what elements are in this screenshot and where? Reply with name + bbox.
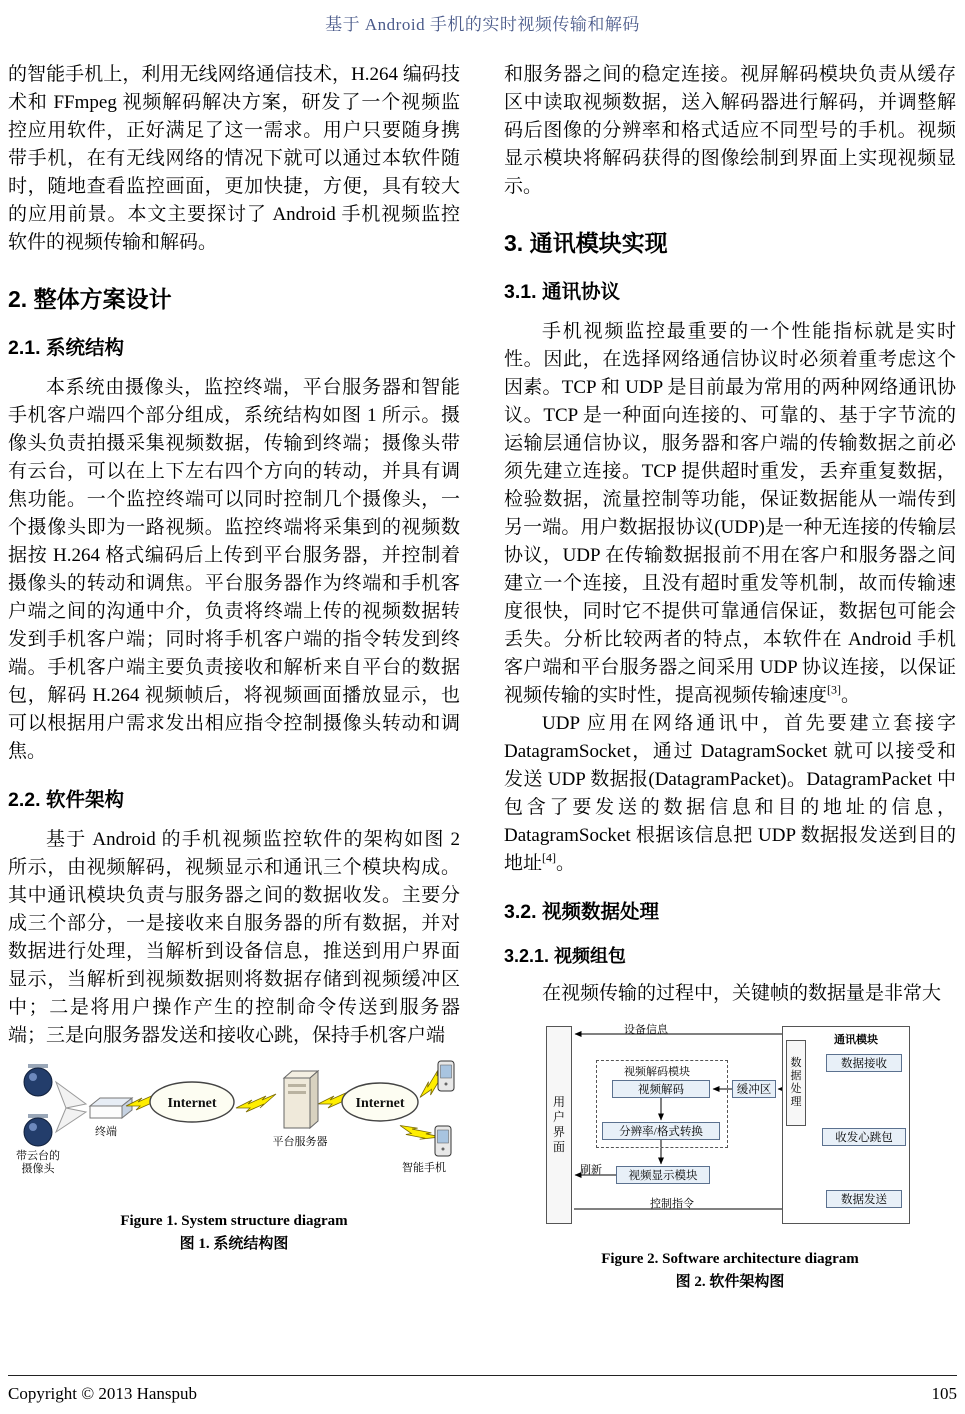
smartphone-label: 智能手机 xyxy=(402,1162,446,1174)
paragraph-intro: 的智能手机上，利用无线网络通信技术，H.264 编码技术和 FFmpeg 视频解码解决方案，研发了一个视频监控应用软件，正好满足了这一需求。用户只要随身携带手机，在有无线网络的情况下就可以通过本软件随时，随地查看监控画面，更加快捷，方便，具有较大的应用前景。本文主要探讨了 Android 手机视频监控软件的视频传输和解码。 xyxy=(8,64,460,253)
paragraph-system-structure: 本系统由摄像头，监控终端，平台服务器和智能手机客户端四个部分组成，系统结构如图 1 所示。摄像头负责拍摄采集视频数据，传输到终端；摄像头带有云台，可以在上下左右四个方向的转动，并具有调焦功能。一个监控终端可以同时控制几个摄像头，一个摄像头即为一路视频。监控终端将采集到的视频数据按 H.264 格式编码后上传到平台服务器，并控制着摄像头的转动和调焦。平台服务器作为终端和手机客户端之间的沟通中介，负责将终端上传的视频数据转发到手机客户端；同时将手机客户端的指令转发到终端。手机客户端主要负责接收和解析来自平台的数据包，解码 H.264 视频帧后，将视频画面播放显示，也可以根据用户需求发出相应指令控制摄像头转动和调焦。 xyxy=(8,377,460,762)
figure-2-caption-zh: 图 2. 软件架构图 xyxy=(675,1274,785,1290)
ptz-camera-icon xyxy=(24,1064,52,1096)
connector-arrow-icon xyxy=(56,1082,86,1108)
server-icon xyxy=(284,1071,318,1128)
lightning-bolt-icon xyxy=(398,1114,441,1152)
paragraph-udp-body: UDP 应用在网络通讯中，首先要建立套接字 DatagramSocket，通过 DatagramSocket 就可以接受和发送 UDP 数据报(DatagramPacket)。DatagramPacket 中包含了要发送的数据信息和目的地址的信息，DatagramSocket 根据该信息把 UDP 数据报发送到目的地址 xyxy=(504,713,956,874)
section-heading-overall-design: 2. 整体方案设计 xyxy=(8,286,172,312)
figure-2-caption xyxy=(504,1248,956,1294)
camera-label xyxy=(10,1150,66,1176)
paragraph-software-architecture: 基于 Android 的手机视频监控软件的架构如图 2 所示，由视频解码，视频显示和通讯三个模块构成。其中通讯模块负责与服务器之间的数据收发。主要分成三个部分，一是接收来自服务器的所有数据，并对数据进行处理，当解析到设备信息，推送到用户界面显示，当解析到视频数据则将数据存储到视频缓冲区中；二是将用户操作产生的控制命令传送到服务器端；三是向服务器发送和接收心跳，保持手机客户端 xyxy=(8,829,460,1046)
decode-module-label: 视频解码模块 xyxy=(624,1066,690,1078)
box-buffer: 缓冲区 xyxy=(732,1080,776,1098)
connector-arrow-icon xyxy=(56,1108,86,1132)
arrow-label-device-info: 设备信息 xyxy=(624,1024,668,1036)
left-column xyxy=(8,61,460,1294)
system-structure-drawing xyxy=(8,1060,460,1200)
paragraph-video-pack: 在视频传输的过程中，关键帧的数据量是非常大 xyxy=(542,983,942,1004)
internet-label: Internet xyxy=(355,1096,405,1111)
figure-1-system-structure-diagram xyxy=(8,1060,460,1200)
camera-label-line1: 带云台的 xyxy=(16,1150,60,1162)
box-video-display: 视频显示模块 xyxy=(616,1166,710,1184)
subsubsection-heading-video-pack: 3.2.1. 视频组包 xyxy=(504,946,627,966)
paragraph-udp xyxy=(504,710,956,878)
subsection-heading-video-data: 3.2. 视频数据处理 xyxy=(504,901,659,923)
camera-label-line2: 摄像头 xyxy=(21,1163,55,1175)
box-resolution-convert: 分辨率/格式转换 xyxy=(602,1122,720,1140)
section-heading-comm-module: 3. 通讯模块实现 xyxy=(504,230,668,256)
internet-label: Internet xyxy=(167,1096,217,1111)
citation-ref-4: [4] xyxy=(542,850,557,865)
subsection-heading-protocol: 3.1. 通讯协议 xyxy=(504,281,620,303)
subsection-heading-system-structure: 2.1. 系统结构 xyxy=(8,337,124,359)
page-number: 105 xyxy=(931,1384,957,1403)
running-head-title: 基于 Android 手机的实时视频传输和解码 xyxy=(325,15,640,34)
smartphone-icon xyxy=(435,1126,451,1156)
right-column xyxy=(504,61,956,1294)
box-data-processing xyxy=(786,1040,806,1126)
box-video-decode: 视频解码 xyxy=(612,1080,710,1098)
box-user-interface xyxy=(546,1026,572,1224)
terminal-icon xyxy=(90,1098,132,1118)
lightning-bolt-icon xyxy=(236,1094,276,1112)
comm-module-label: 通讯模块 xyxy=(834,1034,878,1046)
paragraph-protocol xyxy=(504,318,956,710)
arrow-label-control-command: 控制指令 xyxy=(650,1198,694,1210)
figure-1-caption-zh: 图 1. 系统结构图 xyxy=(179,1236,289,1252)
paragraph-protocol-tail: 。 xyxy=(841,685,861,706)
paragraph-continuation: 和服务器之间的稳定连接。视屏解码模块负责从缓存区中读取视频数据，送入解码器进行解码，并调整解码后图像的分辨率和格式适应不同型号的手机。视频显示模块将解码获得的图像绘制到界面上实现视频显示。 xyxy=(504,64,956,197)
box-data-send: 数据发送 xyxy=(826,1190,902,1208)
figure-2-caption-en: Figure 2. Software architecture diagram xyxy=(601,1251,859,1267)
figure-1-caption-en: Figure 1. System structure diagram xyxy=(120,1213,348,1229)
terminal-label: 终端 xyxy=(95,1126,117,1138)
page-footer xyxy=(8,1375,957,1404)
two-column-body xyxy=(0,61,965,1294)
ptz-camera-icon xyxy=(24,1114,52,1146)
subsection-heading-software-architecture: 2.2. 软件架构 xyxy=(8,789,124,811)
figure-1-caption xyxy=(8,1210,460,1256)
copyright-text: Copyright © 2013 Hanspub xyxy=(8,1384,198,1403)
box-data-receive: 数据接收 xyxy=(826,1054,902,1072)
paragraph-udp-tail: 。 xyxy=(556,853,576,874)
server-label: 平台服务器 xyxy=(272,1136,328,1148)
paragraph-protocol-body: 手机视频监控最重要的一个性能指标就是实时性。因此，在选择网络通信协议时必须着重考虑这个因素。TCP 和 UDP 是目前最为常用的两种网络通讯协议。TCP 是一种面向连接的、可靠的、基于字节流的运输层通信协议，服务器和客户端的传输数据之前必须先建立连接。TCP 提供超时重发，丢弃重复数据，检验数据，流量控制等功能，保证数据能从一端传到另一端。用户数据报协议(UDP)是一种无连接的传输层协议，UDP 在传输数据报前不用在客户和服务器之间建立一个连接，且没有超时重发等机制，故而传输速度很快，同时它不提供可靠通信保证，数据包可能会丢失。分析比较两者的特点，本软件在 Android 手机客户端和平台服务器之间采用 UDP 协议连接，以保证视频传输的实时性，提高视频传输速度 xyxy=(504,321,956,706)
arrow-label-refresh: 刷新 xyxy=(580,1164,602,1176)
box-heartbeat: 收发心跳包 xyxy=(822,1128,906,1146)
citation-ref-3: [3] xyxy=(827,682,842,697)
box-data-processing-label: 数据处理 xyxy=(790,1057,802,1108)
smartphone-icon xyxy=(438,1061,454,1091)
figure-2-software-architecture-diagram xyxy=(544,1020,916,1238)
box-user-interface-label: 用户界面 xyxy=(553,1095,566,1154)
